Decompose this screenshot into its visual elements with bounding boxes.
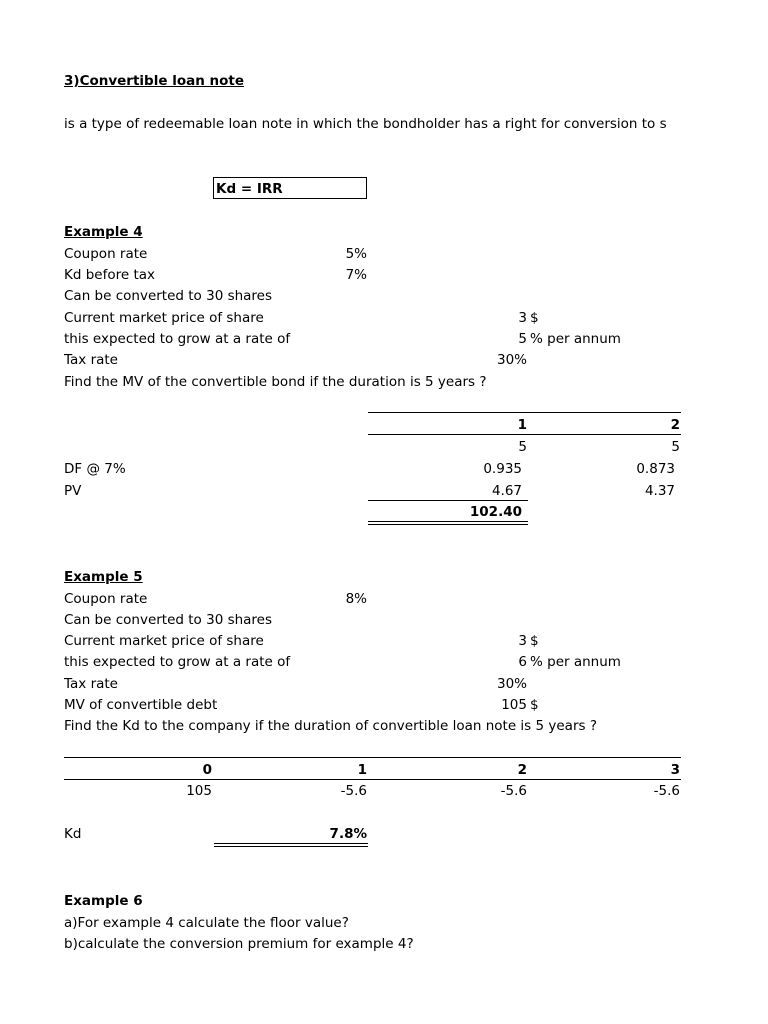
- example-4-title: Example 4: [64, 224, 143, 240]
- ex5-kd-double-rule: [214, 843, 368, 847]
- ex4-coupon-label: Coupon rate: [64, 246, 148, 262]
- ex4-cf-2: 5: [671, 439, 680, 455]
- intro-text: is a type of redeemable loan note in which the bondholder has a right for conversion to s: [64, 116, 667, 132]
- ex4-tax-value: 30%: [496, 352, 527, 368]
- ex5-question: Find the Kd to the company if the duration of convertible loan note is 5 years ?: [64, 718, 597, 734]
- ex5-year-1: 1: [357, 762, 367, 778]
- ex5-price-label: Current market price of share: [64, 633, 264, 649]
- ex5-growth-value: 6: [518, 654, 527, 670]
- ex4-cf-1: 5: [518, 439, 527, 455]
- ex5-cf-2: -5.6: [500, 783, 527, 799]
- ex4-df-2: 0.873: [636, 461, 675, 477]
- example-5-title: Example 5: [64, 569, 143, 585]
- ex4-convert-label: Can be converted to 30 shares: [64, 288, 273, 304]
- ex5-tax-value: 30%: [496, 676, 527, 692]
- example-6-title: Example 6: [64, 893, 143, 909]
- ex5-mv-value: 105: [501, 697, 527, 713]
- ex4-growth-unit: % per annum: [530, 331, 621, 347]
- ex6-question-b: b)calculate the conversion premium for example 4?: [64, 936, 414, 952]
- ex4-total-value: 102.40: [469, 504, 522, 520]
- ex5-coupon-value: 8%: [345, 591, 367, 607]
- ex4-kd-label: Kd before tax: [64, 267, 156, 283]
- ex4-pv-1: 4.67: [491, 483, 522, 499]
- ex4-table-top-rule: [368, 412, 681, 413]
- ex5-mv-unit: $: [530, 697, 539, 713]
- ex4-price-label: Current market price of share: [64, 310, 264, 326]
- ex5-kd-label: Kd: [64, 826, 82, 842]
- formula-box: [213, 177, 367, 199]
- ex4-year-1: 1: [517, 417, 527, 433]
- ex5-cf-0: 105: [186, 783, 212, 799]
- ex4-price-unit: $: [530, 310, 539, 326]
- ex4-header-rule: [368, 434, 681, 435]
- section-heading: 3)Convertible loan note: [64, 73, 245, 89]
- ex4-df-label: DF @ 7%: [64, 461, 126, 477]
- ex4-growth-value: 5: [518, 331, 527, 347]
- ex5-header-rule: [64, 779, 681, 780]
- ex4-year-2: 2: [670, 417, 680, 433]
- ex6-question-a: a)For example 4 calculate the floor value?: [64, 915, 349, 931]
- ex4-df-1: 0.935: [483, 461, 522, 477]
- ex5-growth-label: this expected to grow at a rate of: [64, 654, 291, 670]
- ex5-convert-label: Can be converted to 30 shares: [64, 612, 273, 628]
- ex4-question: Find the MV of the convertible bond if the duration is 5 years ?: [64, 374, 487, 390]
- ex4-kd-value: 7%: [345, 267, 367, 283]
- ex5-price-unit: $: [530, 633, 539, 649]
- ex5-mv-label: MV of convertible debt: [64, 697, 218, 713]
- ex5-table-top-rule: [64, 757, 681, 758]
- ex5-cf-3: -5.6: [653, 783, 680, 799]
- ex5-cf-1: -5.6: [340, 783, 367, 799]
- ex4-pv-label: PV: [64, 483, 82, 499]
- ex5-price-value: 3: [518, 633, 527, 649]
- ex4-total-double-rule: [368, 521, 528, 525]
- ex5-kd-value: 7.8%: [329, 826, 367, 842]
- ex5-growth-unit: % per annum: [530, 654, 621, 670]
- formula-text: Kd = IRR: [216, 181, 283, 197]
- ex4-coupon-value: 5%: [345, 246, 367, 262]
- ex4-growth-label: this expected to grow at a rate of: [64, 331, 291, 347]
- ex5-coupon-label: Coupon rate: [64, 591, 148, 607]
- ex5-year-3: 3: [670, 762, 680, 778]
- ex4-tax-label: Tax rate: [64, 352, 118, 368]
- ex5-year-2: 2: [517, 762, 527, 778]
- ex5-tax-label: Tax rate: [64, 676, 118, 692]
- ex5-year-0: 0: [202, 762, 212, 778]
- ex4-pv-2: 4.37: [644, 483, 675, 499]
- ex4-total-rule: [368, 500, 528, 501]
- ex4-price-value: 3: [518, 310, 527, 326]
